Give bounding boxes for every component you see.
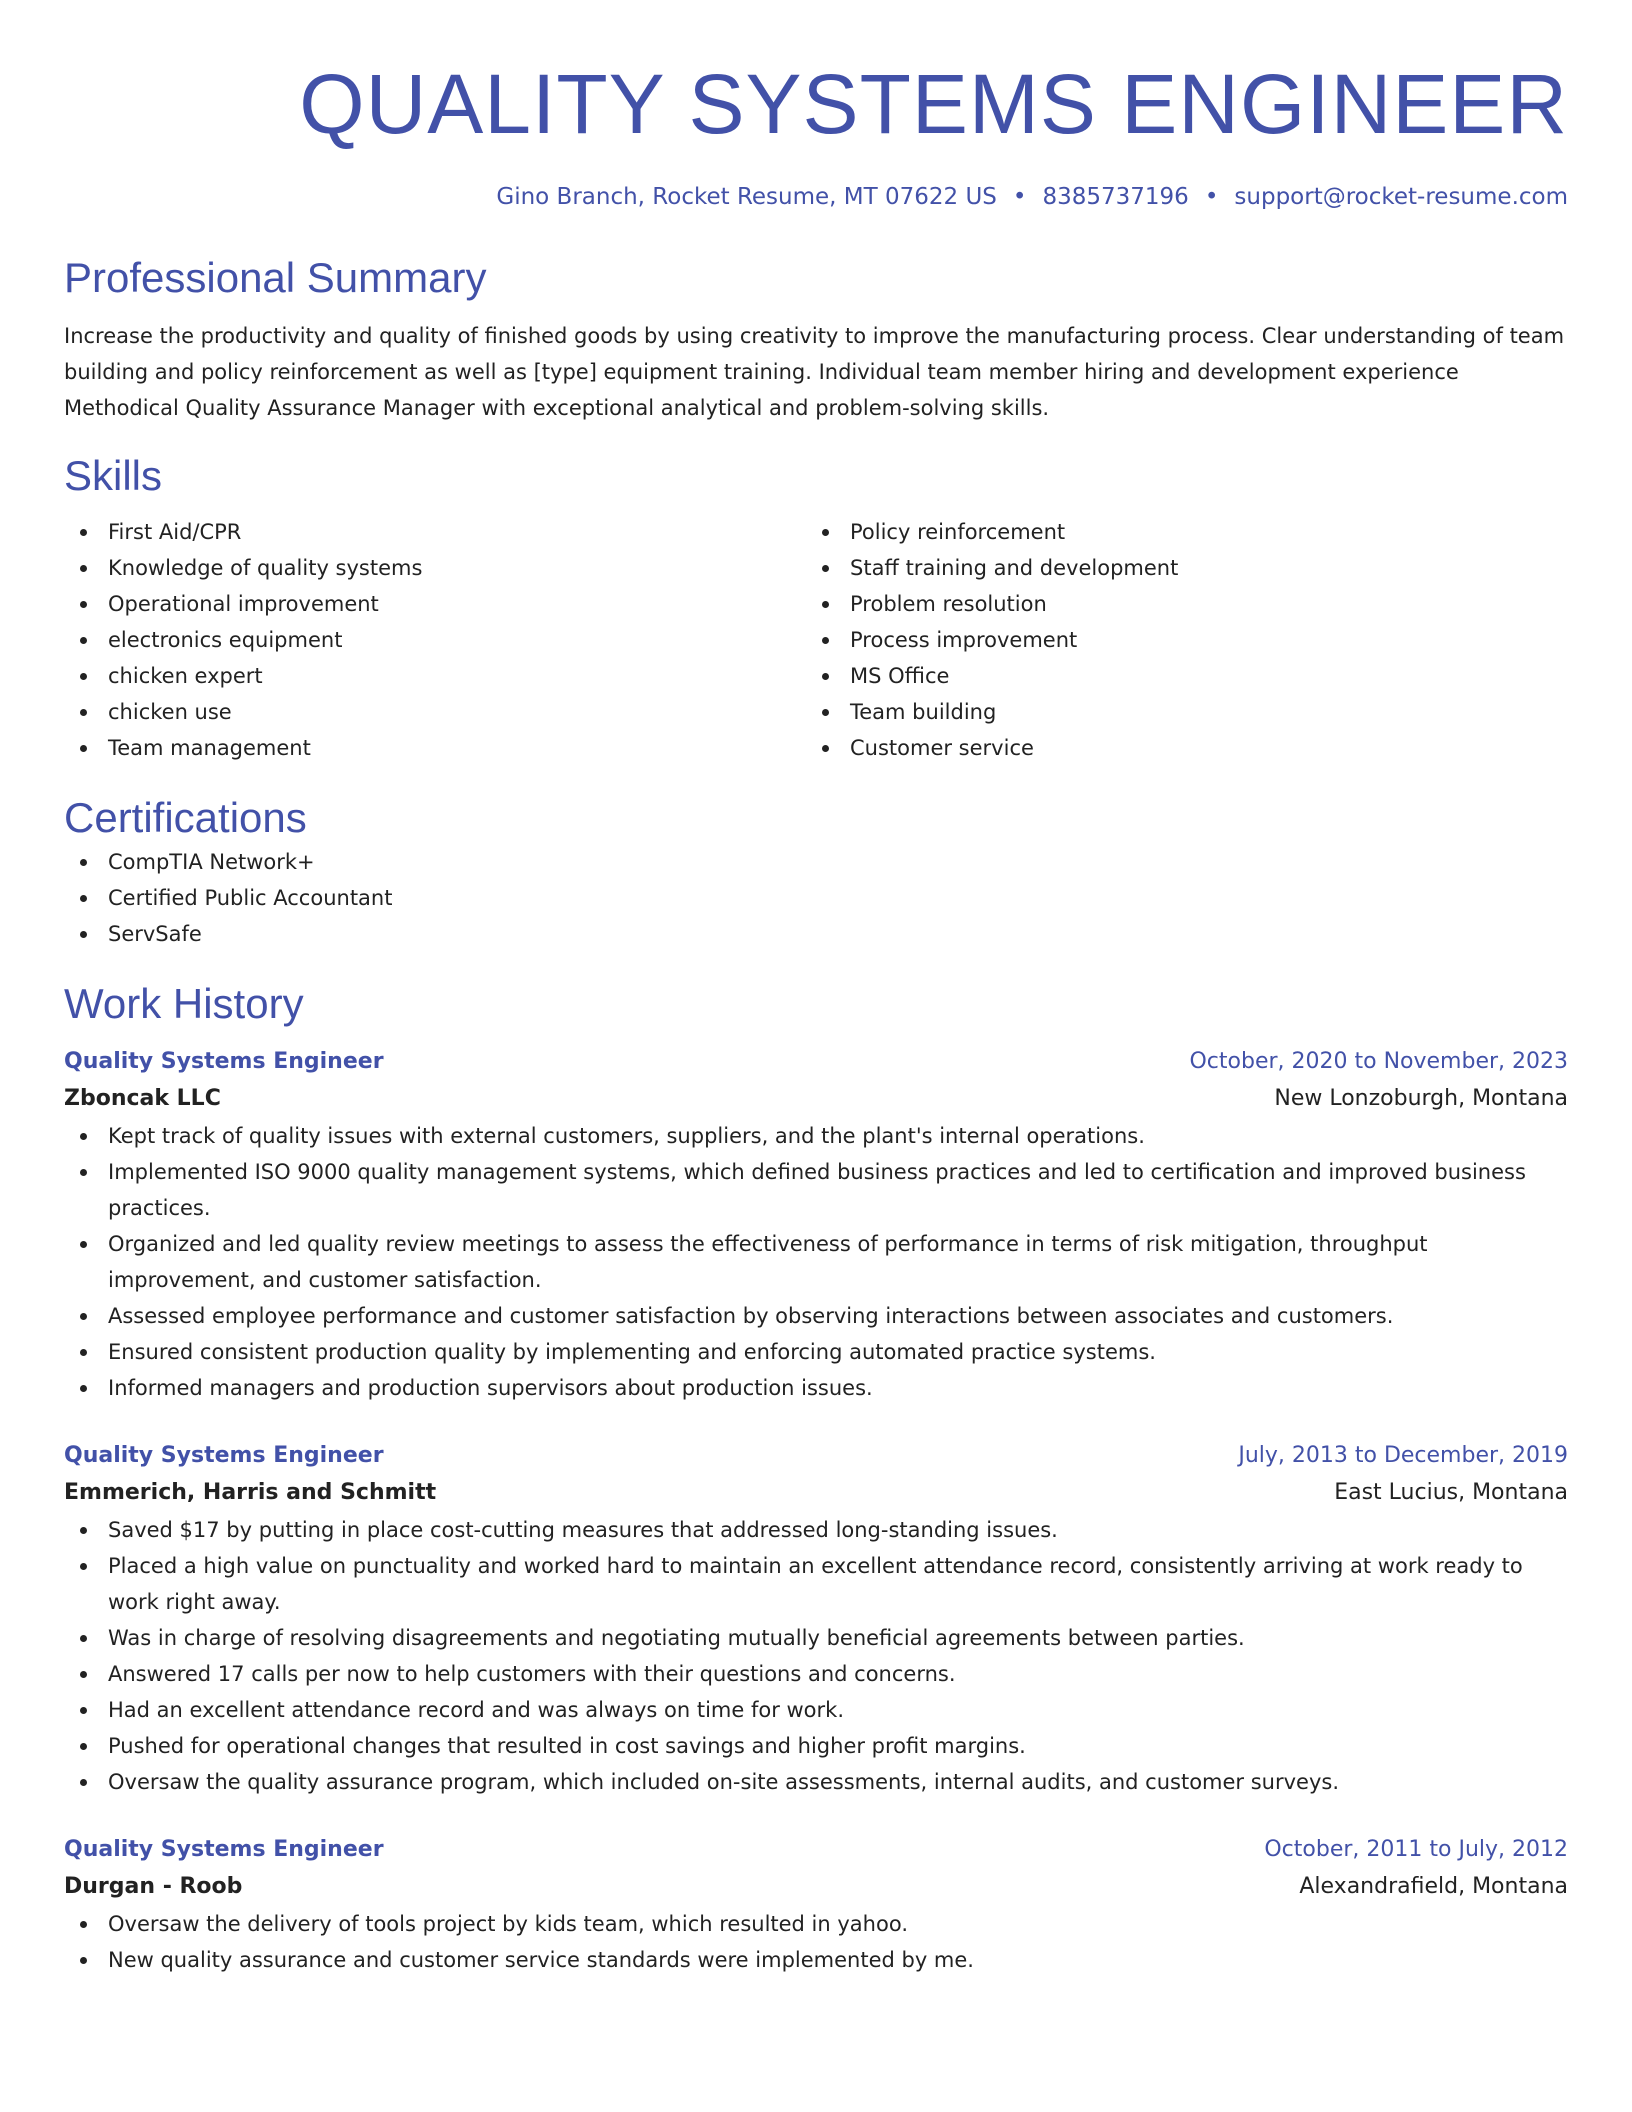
job-duty-item: Ensured consistent production quality by implementing and enforcing automated practice systems. <box>64 1334 1568 1370</box>
certification-item: ServSafe <box>64 916 1568 952</box>
skill-item: First Aid/CPR <box>64 514 806 550</box>
job-dates: October, 2011 to July, 2012 <box>1264 1837 1568 1862</box>
contact-address: Gino Branch, Rocket Resume, MT 07622 US <box>496 184 997 210</box>
skill-item: Team management <box>64 730 806 766</box>
job-duty-item: Saved $17 by putting in place cost-cutting measures that addressed long-standing issues. <box>64 1512 1568 1548</box>
job-duties-list <box>64 1906 1568 1978</box>
skill-item: chicken use <box>64 694 806 730</box>
job-duty-item: Informed managers and production supervisors about production issues. <box>64 1370 1568 1406</box>
job-duty-item: Oversaw the delivery of tools project by kids team, which resulted in yahoo. <box>64 1906 1568 1942</box>
skills-list <box>64 514 1568 766</box>
skill-item: MS Office <box>806 658 1548 694</box>
contact-separator: • <box>1204 184 1219 210</box>
job-entry <box>64 1438 1568 1800</box>
certification-item: CompTIA Network+ <box>64 844 1568 880</box>
job-title: Quality Systems Engineer <box>64 1049 384 1074</box>
skills-column-left <box>64 514 806 766</box>
job-entry <box>64 1044 1568 1406</box>
job-duties-list <box>64 1512 1568 1800</box>
job-duty-item: Answered 17 calls per now to help customers with their questions and concerns. <box>64 1656 1568 1692</box>
job-company: Zboncak LLC <box>64 1086 221 1111</box>
skill-item: Problem resolution <box>806 586 1548 622</box>
certification-item: Certified Public Accountant <box>64 880 1568 916</box>
job-company: Emmerich, Harris and Schmitt <box>64 1480 437 1505</box>
job-title: Quality Systems Engineer <box>64 1443 384 1468</box>
job-duty-item: Kept track of quality issues with external customers, suppliers, and the plant's internal operations. <box>64 1118 1568 1154</box>
skills-column-right <box>806 514 1548 766</box>
resume-page <box>64 0 1568 1978</box>
job-duty-item: Organized and led quality review meetings to assess the effectiveness of performance in terms of risk mitigation, throughput improvement, and customer satisfaction. <box>64 1226 1568 1298</box>
skill-item: Customer service <box>806 730 1548 766</box>
skill-item: electronics equipment <box>64 622 806 658</box>
skill-item: chicken expert <box>64 658 806 694</box>
skills-heading: Skills <box>64 452 163 499</box>
job-duty-item: Pushed for operational changes that resulted in cost savings and higher profit margins. <box>64 1728 1568 1764</box>
job-duty-item: New quality assurance and customer service standards were implemented by me. <box>64 1942 1568 1978</box>
contact-separator: • <box>1012 184 1027 210</box>
job-duty-item: Implemented ISO 9000 quality management systems, which defined business practices and led to certification and improved business practices. <box>64 1154 1568 1226</box>
job-location: East Lucius, Montana <box>1334 1480 1568 1505</box>
certifications-heading: Certifications <box>64 794 307 841</box>
job-duty-item: Oversaw the quality assurance program, which included on-site assessments, internal audits, and customer surveys. <box>64 1764 1568 1800</box>
skill-item: Knowledge of quality systems <box>64 550 806 586</box>
skill-item: Staff training and development <box>806 550 1548 586</box>
skill-item: Policy reinforcement <box>806 514 1548 550</box>
job-dates: October, 2020 to November, 2023 <box>1189 1049 1568 1074</box>
job-duty-item: Was in charge of resolving disagreements and negotiating mutually beneficial agreements between parties. <box>64 1620 1568 1656</box>
job-company: Durgan - Roob <box>64 1874 243 1899</box>
certifications-list <box>64 844 1568 952</box>
resume-title: QUALITY SYSTEMS ENGINEER <box>299 57 1568 151</box>
job-entry <box>64 1832 1568 1978</box>
job-duty-item: Placed a high value on punctuality and worked hard to maintain an excellent attendance record, consistently arriving at work ready to work right away. <box>64 1548 1568 1620</box>
job-location: New Lonzoburgh, Montana <box>1274 1086 1568 1111</box>
contact-line <box>64 182 1568 212</box>
job-location: Alexandrafield, Montana <box>1299 1874 1568 1899</box>
job-duties-list <box>64 1118 1568 1406</box>
skill-item: Process improvement <box>806 622 1548 658</box>
job-dates: July, 2013 to December, 2019 <box>1238 1443 1568 1468</box>
work-history-heading: Work History <box>64 980 304 1027</box>
skill-item: Operational improvement <box>64 586 806 622</box>
job-duty-item: Had an excellent attendance record and was always on time for work. <box>64 1692 1568 1728</box>
skill-item: Team building <box>806 694 1548 730</box>
job-title: Quality Systems Engineer <box>64 1837 384 1862</box>
summary-text: Increase the productivity and quality of finished goods by using creativity to improve the manufacturing process. Clear understanding of team building and policy reinforcement as well as [type] equipment training. Individual team member hiring and development experience Methodical Quality Assurance Manager with exceptional analytical and problem-solving skills. <box>64 324 1565 420</box>
summary-heading: Professional Summary <box>64 254 487 301</box>
contact-email[interactable]: support@rocket-resume.com <box>1234 184 1568 210</box>
contact-phone: 8385737196 <box>1042 184 1189 210</box>
job-duty-item: Assessed employee performance and customer satisfaction by observing interactions between associates and customers. <box>64 1298 1568 1334</box>
